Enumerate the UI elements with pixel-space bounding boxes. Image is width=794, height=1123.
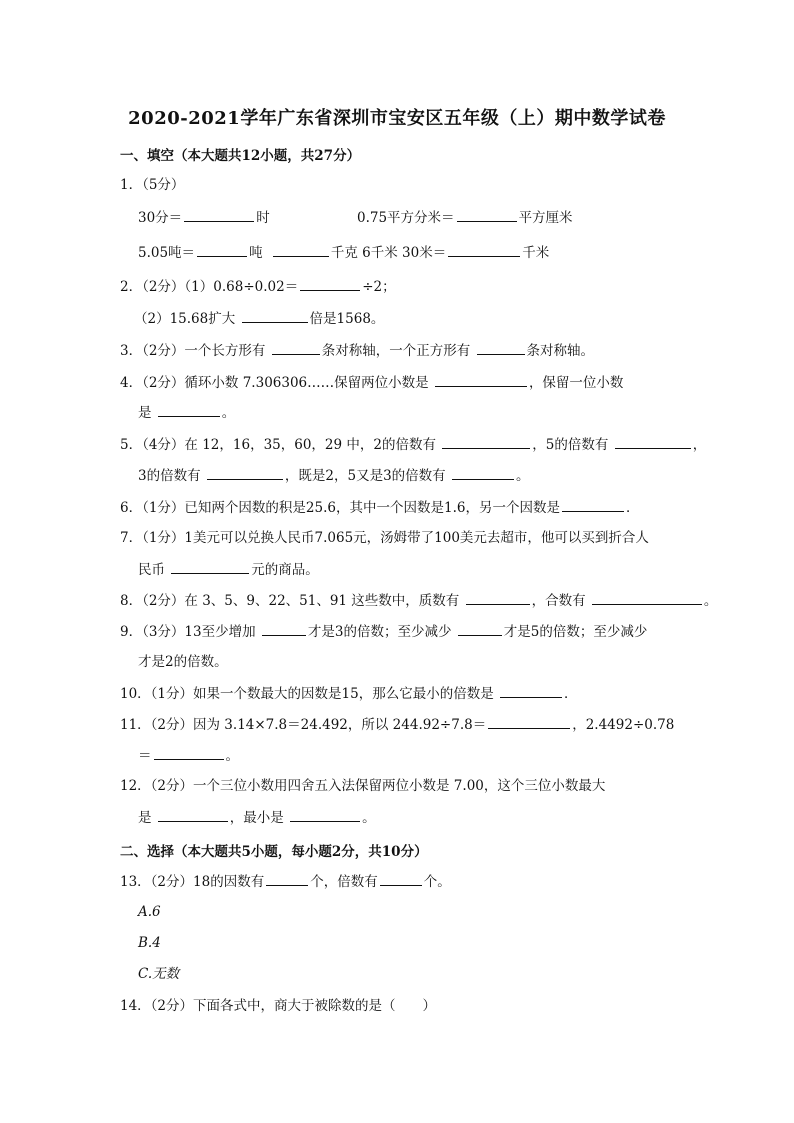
answer-blank[interactable]	[592, 591, 702, 605]
answer-blank[interactable]	[500, 684, 562, 698]
answer-blank[interactable]	[197, 243, 247, 257]
question-1-row-2	[138, 243, 549, 262]
q1-part-d: 6千米 30米＝	[362, 245, 447, 261]
q11-text-a: 11．（2分）因为 3.14×7.8＝24.492，所以 244.92÷7.8＝	[120, 717, 487, 733]
answer-blank[interactable]	[615, 435, 691, 449]
question-8	[120, 591, 717, 610]
q13-text-c: 个。	[423, 874, 451, 890]
answer-blank[interactable]	[272, 341, 320, 355]
question-11-line-2	[138, 746, 239, 765]
q1-part-c-unit2: 千克	[330, 245, 358, 261]
q5-text-c: ，	[692, 437, 707, 453]
question-9-line-1	[120, 622, 647, 641]
q2-text-2: （2）15.68扩大	[134, 311, 236, 327]
q3-text-b: 条对称轴，一个正方形有	[321, 343, 471, 359]
answer-blank[interactable]	[452, 466, 514, 480]
q8-text-b: ，合数有	[531, 593, 586, 609]
q4-text-d: 。	[221, 405, 236, 421]
question-14: 14．（2分）下面各式中，商大于被除数的是（ ）	[120, 998, 437, 1014]
answer-blank[interactable]	[290, 808, 360, 822]
answer-blank[interactable]	[158, 808, 228, 822]
question-2-line-1	[120, 277, 396, 296]
q5-text-a: 5．（4分）在 12，16，35，60，29 中，2的倍数有	[120, 437, 436, 453]
question-9-line-2: 才是2的倍数。	[138, 654, 228, 670]
q6-text-b: ．	[625, 500, 640, 516]
question-4-line-2	[138, 403, 235, 422]
question-10	[120, 684, 578, 703]
q4-text-a: 4．（2分）循环小数 7.306306……保留两位小数是	[120, 375, 429, 391]
question-1-row-1	[138, 208, 270, 227]
answer-blank[interactable]	[442, 435, 530, 449]
answer-blank[interactable]	[171, 560, 249, 574]
answer-blank[interactable]	[458, 622, 502, 636]
q11-text-b: ，2.4492÷0.78	[572, 717, 675, 733]
q11-text-c: ＝	[138, 748, 152, 764]
question-11-line-1	[120, 715, 674, 734]
q12-text-b: 是	[138, 810, 152, 826]
answer-blank[interactable]	[207, 466, 283, 480]
answer-blank[interactable]	[562, 498, 624, 512]
answer-blank[interactable]	[477, 341, 525, 355]
q7-text-c: 元的商品。	[251, 562, 319, 578]
q1-part-c: 5.05吨＝	[138, 245, 196, 261]
q10-text-b: ．	[564, 686, 578, 702]
question-5-line-1	[120, 435, 706, 454]
section-heading-choice: 二、选择（本大题共5小题，每小题2分，共10分）	[120, 844, 428, 860]
q9-text-b: 才是3的倍数；至少减少	[307, 624, 452, 640]
answer-blank[interactable]	[466, 591, 530, 605]
q2-text-1: 2．（2分）（1）0.68÷0.02＝	[120, 279, 299, 295]
answer-blank[interactable]	[273, 243, 329, 257]
answer-blank[interactable]	[242, 309, 308, 323]
q1-part-c-unit: 吨	[249, 245, 263, 261]
answer-blank[interactable]	[435, 373, 527, 387]
question-4-line-1	[120, 373, 623, 392]
q1-part-b-unit: 平方厘米	[518, 210, 573, 226]
question-2-line-2	[134, 309, 384, 328]
q3-text-c: 条对称轴。	[526, 343, 595, 359]
answer-blank[interactable]	[184, 208, 254, 222]
answer-blank[interactable]	[158, 403, 220, 417]
answer-blank[interactable]	[300, 277, 360, 291]
question-7-line-2	[138, 560, 319, 579]
q12-text-d: 。	[362, 810, 376, 826]
question-12-line-2	[138, 808, 376, 827]
answer-blank[interactable]	[488, 715, 570, 729]
q11-text-d: 。	[225, 748, 239, 764]
q9-text-a: 9．（3分）13至少增加	[120, 624, 256, 640]
q4-text-c: 是	[138, 405, 152, 421]
answer-blank[interactable]	[457, 208, 517, 222]
answer-blank[interactable]	[262, 622, 306, 636]
q13-text-b: 个，倍数有	[310, 874, 378, 890]
question-7-line-1: 7．（1分）1美元可以兑换人民币7.065元，汤姆带了100美元去超市，他可以买到折合人	[120, 530, 649, 546]
question-1-head: 1．（5分）	[120, 177, 185, 193]
question-3	[120, 341, 594, 360]
answer-blank[interactable]	[448, 243, 520, 257]
q5-text-e: ，既是2，5又是3的倍数有	[284, 468, 446, 484]
q5-text-f: 。	[515, 468, 530, 484]
option-a[interactable]: A.6	[138, 904, 161, 920]
q13-text-a: 13．（2分）18的因数有	[120, 874, 265, 890]
section-heading-fill: 一、填空（本大题共12小题，共27分）	[120, 148, 361, 164]
q1-part-d-unit: 千米	[522, 245, 550, 261]
q7-text-b: 民币	[138, 562, 165, 578]
q3-text-a: 3．（2分）一个长方形有	[120, 343, 266, 359]
q6-text-a: 6．（1分）已知两个因数的积是25.6，其中一个因数是1.6，另一个因数是	[120, 500, 560, 516]
q10-text-a: 10．（1分）如果一个数最大的因数是15，那么它最小的倍数是	[120, 686, 494, 702]
answer-blank[interactable]	[266, 872, 308, 886]
q4-text-b: ，保留一位小数	[528, 375, 624, 391]
question-12-line-1: 12．（2分）一个三位小数用四舍五入法保留两位小数是 7.00，这个三位小数最大	[120, 778, 606, 794]
page-title: 2020-2021学年广东省深圳市宝安区五年级（上）期中数学试卷	[128, 108, 666, 129]
q8-text-c: 。	[703, 593, 718, 609]
answer-blank[interactable]	[380, 872, 422, 886]
question-6	[120, 498, 639, 517]
question-1-row-1b	[357, 208, 573, 227]
q1-part-a: 30分＝	[138, 210, 183, 226]
q2-text-2-end: 倍是1568。	[309, 311, 385, 327]
q2-text-1-end: ÷2；	[362, 279, 396, 295]
q8-text-a: 8．（2分）在 3、5、9、22、51、91 这些数中，质数有	[120, 593, 460, 609]
answer-blank[interactable]	[154, 746, 224, 760]
q1-part-a-unit: 时	[256, 210, 270, 226]
q5-text-b: ，5的倍数有	[532, 437, 609, 453]
q12-text-c: ，最小是	[229, 810, 284, 826]
q5-text-d: 3的倍数有	[138, 468, 201, 484]
question-5-line-2	[138, 466, 529, 485]
option-c[interactable]: C.无数	[138, 966, 180, 982]
q1-part-b: 0.75平方分米＝	[357, 210, 455, 226]
question-13	[120, 872, 451, 891]
q9-text-c: 才是5的倍数；至少减少	[503, 624, 648, 640]
option-b[interactable]: B.4	[138, 935, 161, 951]
